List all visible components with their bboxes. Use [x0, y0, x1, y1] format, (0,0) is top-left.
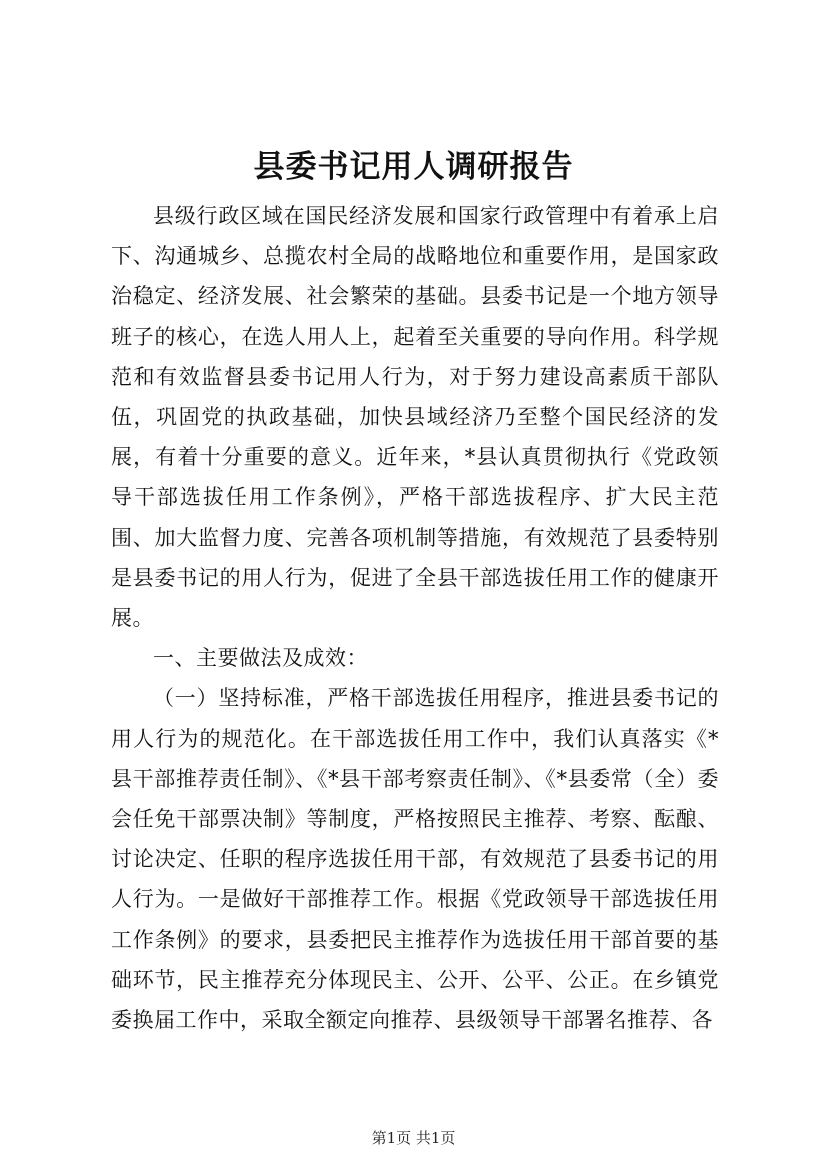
document-body: [111, 196, 719, 1040]
document-title: 县委书记用人调研报告: [253, 149, 574, 185]
paragraph-subsection-1: （一）坚持标准，严格干部选拔任用程序，推进县委书记的用人行为的规范化。在干部选拔任用工作中，我们认真落实《*县干部推荐责任制》、《*县干部考察责任制》、《*县委常（全）委会任免干部票决制》等制度，严格按照民主推荐、考察、酝酿、讨论决定、任职的程序选拔任用干部，有效规范了县委书记的用人行为。一是做好干部推荐工作。根据《党政领导干部选拔任用工作条例》的要求，县委把民主推荐作为选拔任用干部首要的基础环节，民主推荐充分体现民主、公开、公平、公正。在乡镇党委换届工作中，采取全额定向推荐、县级领导干部署名推荐、各: [111, 686, 719, 1033]
paragraph-section-heading: 一、主要做法及成效：: [153, 646, 368, 671]
paragraph-intro: 县级行政区域在国民经济发展和国家行政管理中有着承上启下、沟通城乡、总揽农村全局的战略地位和重要作用，是国家政治稳定、经济发展、社会繁荣的基础。县委书记是一个地方领导班子的核心，在选人用人上，起着至关重要的导向作用。科学规范和有效监督县委书记用人行为，对于努力建设高素质干部队伍，巩固党的执政基础，加快县域经济乃至整个国民经济的发展，有着十分重要的意义。近年来，*县认真贯彻执行《党政领导干部选拔任用工作条例》，严格干部选拔程序、扩大民主范围、加大监督力度、完善各项机制等措施，有效规范了县委特别是县委书记的用人行为，促进了全县干部选拔任用工作的健康开展。: [111, 204, 719, 631]
page-number-footer: 第1页 共1页: [371, 1129, 456, 1147]
